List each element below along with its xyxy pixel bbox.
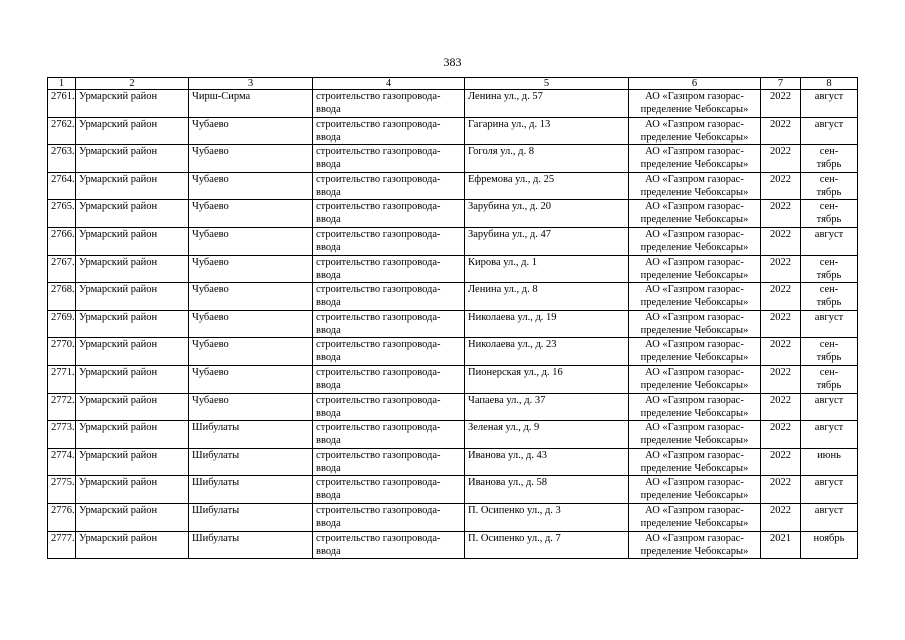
year-cell: 2022 <box>761 338 801 366</box>
address-cell: Ленина ул., д. 57 <box>465 90 629 118</box>
table-body <box>48 90 858 559</box>
row-number-cell: 2771. <box>48 365 76 393</box>
district-cell: Урмарский район <box>76 90 189 118</box>
work-type-line: ввода <box>316 241 341 253</box>
month-line: сен- <box>819 173 839 185</box>
work-type-cell <box>313 393 465 421</box>
settlement-cell: Чубаево <box>189 338 313 366</box>
settlement-cell: Чубаево <box>189 255 313 283</box>
year-cell: 2022 <box>761 227 801 255</box>
organization-line: АО «Газпром газорас- <box>645 118 744 130</box>
month-cell <box>801 365 858 393</box>
month-cell <box>801 421 858 449</box>
row-number-cell: 2777. <box>48 531 76 559</box>
work-type-line: строительство газопровода- <box>316 366 441 378</box>
settlement-cell: Чубаево <box>189 172 313 200</box>
organization-line: АО «Газпром газорас- <box>645 311 744 323</box>
month-line: сен- <box>819 146 839 158</box>
work-type-line: ввода <box>316 379 341 391</box>
organization-cell <box>629 227 761 255</box>
address-cell: Ленина ул., д. 8 <box>465 283 629 311</box>
row-number-cell: 2769. <box>48 310 76 338</box>
year-cell: 2022 <box>761 421 801 449</box>
year-cell: 2021 <box>761 531 801 559</box>
work-type-line: строительство газопровода- <box>316 422 441 434</box>
column-header-2: 2 <box>76 78 189 90</box>
month-line: сен- <box>819 339 839 351</box>
organization-line: пределение Чебоксары» <box>640 104 749 115</box>
work-type-line: ввода <box>316 159 341 171</box>
row-number-cell: 2772. <box>48 393 76 421</box>
row-number-cell: 2761. <box>48 90 76 118</box>
work-type-line: ввода <box>316 186 341 198</box>
month-line: сен- <box>819 256 839 268</box>
year-cell: 2022 <box>761 448 801 476</box>
organization-line: пределение Чебоксары» <box>640 407 749 419</box>
settlement-cell: Чубаево <box>189 283 313 311</box>
row-number-cell: 2766. <box>48 227 76 255</box>
row-number-cell: 2763. <box>48 145 76 173</box>
organization-line: пределение Чебоксары» <box>640 324 749 336</box>
work-type-line: ввода <box>316 324 341 336</box>
schedule-table <box>47 77 858 559</box>
row-number-cell: 2773. <box>48 421 76 449</box>
district-cell: Урмарский район <box>76 172 189 200</box>
settlement-cell: Чубаево <box>189 365 313 393</box>
year-cell: 2022 <box>761 117 801 145</box>
organization-line: пределение Чебоксары» <box>640 352 749 364</box>
year-cell: 2022 <box>761 90 801 118</box>
organization-line: пределение Чебоксары» <box>640 241 749 253</box>
address-cell: Зарубина ул., д. 20 <box>465 200 629 228</box>
organization-line: АО «Газпром газорас- <box>645 146 744 158</box>
work-type-cell <box>313 310 465 338</box>
month-cell <box>801 227 858 255</box>
work-type-line: строительство газопровода- <box>316 284 441 296</box>
organization-line: пределение Чебоксары» <box>640 517 749 529</box>
organization-line: АО «Газпром газорас- <box>645 477 744 489</box>
table-row <box>48 90 858 118</box>
table-row <box>48 448 858 476</box>
settlement-cell: Шибулаты <box>189 421 313 449</box>
work-type-line: ввода <box>316 462 341 474</box>
address-cell: Пионерская ул., д. 16 <box>465 365 629 393</box>
organization-line: АО «Газпром газорас- <box>645 504 744 516</box>
work-type-line: строительство газопровода- <box>316 146 441 158</box>
table-row <box>48 476 858 504</box>
year-cell: 2022 <box>761 365 801 393</box>
month-cell <box>801 117 858 145</box>
district-cell: Урмарский район <box>76 476 189 504</box>
settlement-cell: Шибулаты <box>189 476 313 504</box>
table-row <box>48 421 858 449</box>
month-line: июнь <box>817 449 841 461</box>
settlement-cell: Чубаево <box>189 200 313 228</box>
column-header-1: 1 <box>48 78 76 90</box>
table-row <box>48 365 858 393</box>
month-line: август <box>814 118 844 130</box>
month-line: сен- <box>819 366 839 378</box>
work-type-cell <box>313 172 465 200</box>
address-cell: Иванова ул., д. 58 <box>465 476 629 504</box>
organization-line: АО «Газпром газорас- <box>645 449 744 461</box>
work-type-line: ввода <box>316 214 341 226</box>
organization-line: АО «Газпром газорас- <box>645 284 744 296</box>
address-cell: Зеленая ул., д. 9 <box>465 421 629 449</box>
month-line: ноябрь <box>813 532 845 544</box>
district-cell: Урмарский район <box>76 200 189 228</box>
address-cell: П. Осипенко ул., д. 3 <box>465 503 629 531</box>
year-cell: 2022 <box>761 503 801 531</box>
district-cell: Урмарский район <box>76 310 189 338</box>
month-line: сен- <box>819 284 839 296</box>
organization-line: АО «Газпром газорас- <box>645 422 744 434</box>
organization-line: АО «Газпром газорас- <box>645 366 744 378</box>
month-line: август <box>814 477 844 489</box>
month-line: тябрь <box>816 159 842 171</box>
table-row <box>48 503 858 531</box>
work-type-cell <box>313 200 465 228</box>
organization-cell <box>629 338 761 366</box>
organization-cell <box>629 476 761 504</box>
settlement-cell: Шибулаты <box>189 448 313 476</box>
district-cell: Урмарский район <box>76 227 189 255</box>
address-cell: Кирова ул., д. 1 <box>465 255 629 283</box>
work-type-line: строительство газопровода- <box>316 256 441 268</box>
month-line: тябрь <box>816 186 842 198</box>
table-row <box>48 255 858 283</box>
column-header-3: 3 <box>189 78 313 90</box>
settlement-cell: Чубаево <box>189 393 313 421</box>
work-type-line: ввода <box>316 490 341 502</box>
row-number-cell: 2765. <box>48 200 76 228</box>
year-cell: 2022 <box>761 255 801 283</box>
month-line: тябрь <box>816 297 842 309</box>
work-type-line: ввода <box>316 517 341 529</box>
organization-line: пределение Чебоксары» <box>640 214 749 226</box>
work-type-line: ввода <box>316 545 341 557</box>
work-type-line: строительство газопровода- <box>316 449 441 461</box>
organization-line: АО «Газпром газорас- <box>645 228 744 240</box>
address-cell: Гоголя ул., д. 8 <box>465 145 629 173</box>
row-number-cell: 2776. <box>48 503 76 531</box>
month-line: тябрь <box>816 269 842 281</box>
year-cell: 2022 <box>761 283 801 311</box>
page-number: 383 <box>443 55 462 69</box>
column-header-7: 7 <box>761 78 801 90</box>
table-row <box>48 200 858 228</box>
organization-line: АО «Газпром газорас- <box>645 339 744 351</box>
month-cell <box>801 393 858 421</box>
organization-line: АО «Газпром газорас- <box>645 394 744 406</box>
month-line: сен- <box>819 201 839 213</box>
month-cell <box>801 448 858 476</box>
work-type-line: ввода <box>316 131 341 143</box>
organization-line: пределение Чебоксары» <box>640 490 749 502</box>
settlement-cell: Шибулаты <box>189 503 313 531</box>
row-number-cell: 2767. <box>48 255 76 283</box>
month-line: тябрь <box>816 352 842 364</box>
month-line: тябрь <box>816 379 842 391</box>
settlement-cell: Чубаево <box>189 145 313 173</box>
month-line: август <box>814 422 844 434</box>
work-type-line: ввода <box>316 269 341 281</box>
work-type-line: строительство газопровода- <box>316 228 441 240</box>
year-cell: 2022 <box>761 200 801 228</box>
organization-cell <box>629 365 761 393</box>
table-row <box>48 310 858 338</box>
work-type-cell <box>313 90 465 118</box>
organization-line: пределение Чебоксары» <box>640 159 749 171</box>
address-cell: Ефремова ул., д. 25 <box>465 172 629 200</box>
organization-line: АО «Газпром газорас- <box>645 173 744 185</box>
district-cell: Урмарский район <box>76 503 189 531</box>
work-type-cell <box>313 448 465 476</box>
work-type-line: строительство газопровода- <box>316 201 441 213</box>
month-cell <box>801 283 858 311</box>
work-type-cell <box>313 365 465 393</box>
month-cell <box>801 476 858 504</box>
organization-line: АО «Газпром газорас- <box>645 201 744 213</box>
work-type-cell <box>313 338 465 366</box>
work-type-line: строительство газопровода- <box>316 339 441 351</box>
table-row <box>48 531 858 559</box>
month-cell <box>801 200 858 228</box>
table-row <box>48 172 858 200</box>
year-cell: 2022 <box>761 476 801 504</box>
month-line: август <box>814 394 844 406</box>
month-line: август <box>814 228 844 240</box>
row-number-cell: 2762. <box>48 117 76 145</box>
year-cell: 2022 <box>761 393 801 421</box>
month-line: август <box>814 311 844 323</box>
organization-line: пределение Чебоксары» <box>640 545 749 557</box>
district-cell: Урмарский район <box>76 393 189 421</box>
district-cell: Урмарский район <box>76 421 189 449</box>
organization-line: АО «Газпром газорас- <box>645 91 744 102</box>
table-row <box>48 393 858 421</box>
month-cell <box>801 145 858 173</box>
work-type-line: строительство газопровода- <box>316 477 441 489</box>
organization-line: пределение Чебоксары» <box>640 462 749 474</box>
organization-cell <box>629 310 761 338</box>
organization-line: АО «Газпром газорас- <box>645 532 744 544</box>
work-type-line: ввода <box>316 297 341 309</box>
work-type-line: строительство газопровода- <box>316 504 441 516</box>
settlement-cell: Чубаево <box>189 310 313 338</box>
organization-cell <box>629 503 761 531</box>
table-row <box>48 283 858 311</box>
work-type-cell <box>313 421 465 449</box>
year-cell: 2022 <box>761 145 801 173</box>
table-row <box>48 227 858 255</box>
year-cell: 2022 <box>761 310 801 338</box>
district-cell: Урмарский район <box>76 283 189 311</box>
organization-line: пределение Чебоксары» <box>640 435 749 447</box>
work-type-line: ввода <box>316 104 341 115</box>
district-cell: Урмарский район <box>76 117 189 145</box>
work-type-cell <box>313 227 465 255</box>
district-cell: Урмарский район <box>76 365 189 393</box>
month-cell <box>801 255 858 283</box>
header-row <box>48 78 858 90</box>
organization-cell <box>629 255 761 283</box>
row-number-cell: 2774. <box>48 448 76 476</box>
organization-line: АО «Газпром газорас- <box>645 256 744 268</box>
district-cell: Урмарский район <box>76 531 189 559</box>
organization-cell <box>629 283 761 311</box>
district-cell: Урмарский район <box>76 255 189 283</box>
column-header-6: 6 <box>629 78 761 90</box>
work-type-cell <box>313 255 465 283</box>
organization-cell <box>629 448 761 476</box>
work-type-line: ввода <box>316 352 341 364</box>
address-cell: П. Осипенко ул., д. 7 <box>465 531 629 559</box>
organization-cell <box>629 531 761 559</box>
district-cell: Урмарский район <box>76 448 189 476</box>
organization-cell <box>629 90 761 118</box>
month-cell <box>801 172 858 200</box>
column-header-4: 4 <box>313 78 465 90</box>
organization-line: пределение Чебоксары» <box>640 186 749 198</box>
table-row <box>48 145 858 173</box>
work-type-line: строительство газопровода- <box>316 118 441 130</box>
work-type-cell <box>313 145 465 173</box>
column-header-8: 8 <box>801 78 858 90</box>
settlement-cell: Чубаево <box>189 117 313 145</box>
work-type-cell <box>313 476 465 504</box>
month-cell <box>801 531 858 559</box>
organization-cell <box>629 421 761 449</box>
organization-cell <box>629 393 761 421</box>
address-cell: Иванова ул., д. 43 <box>465 448 629 476</box>
row-number-cell: 2768. <box>48 283 76 311</box>
month-cell <box>801 338 858 366</box>
address-cell: Гагарина ул., д. 13 <box>465 117 629 145</box>
organization-line: пределение Чебоксары» <box>640 131 749 143</box>
work-type-line: ввода <box>316 407 341 419</box>
row-number-cell: 2775. <box>48 476 76 504</box>
address-cell: Николаева ул., д. 23 <box>465 338 629 366</box>
column-header-5: 5 <box>465 78 629 90</box>
settlement-cell: Чирш-Сирма <box>189 90 313 118</box>
month-cell <box>801 503 858 531</box>
month-cell <box>801 310 858 338</box>
settlement-cell: Шибулаты <box>189 531 313 559</box>
work-type-line: строительство газопровода- <box>316 532 441 544</box>
work-type-line: строительство газопровода- <box>316 91 441 102</box>
work-type-cell <box>313 531 465 559</box>
address-cell: Зарубина ул., д. 47 <box>465 227 629 255</box>
organization-cell <box>629 200 761 228</box>
table-row <box>48 338 858 366</box>
work-type-cell <box>313 117 465 145</box>
organization-cell <box>629 172 761 200</box>
month-line: тябрь <box>816 214 842 226</box>
organization-line: пределение Чебоксары» <box>640 297 749 309</box>
work-type-line: строительство газопровода- <box>316 173 441 185</box>
address-cell: Николаева ул., д. 19 <box>465 310 629 338</box>
month-line: август <box>814 504 844 516</box>
organization-cell <box>629 117 761 145</box>
work-type-line: строительство газопровода- <box>316 311 441 323</box>
work-type-line: строительство газопровода- <box>316 394 441 406</box>
row-number-cell: 2764. <box>48 172 76 200</box>
month-cell <box>801 90 858 118</box>
settlement-cell: Чубаево <box>189 227 313 255</box>
organization-line: пределение Чебоксары» <box>640 379 749 391</box>
work-type-cell <box>313 283 465 311</box>
work-type-cell <box>313 503 465 531</box>
district-cell: Урмарский район <box>76 145 189 173</box>
organization-line: пределение Чебоксары» <box>640 269 749 281</box>
organization-cell <box>629 145 761 173</box>
month-line: август <box>814 91 844 102</box>
year-cell: 2022 <box>761 172 801 200</box>
work-type-line: ввода <box>316 435 341 447</box>
address-cell: Чапаева ул., д. 37 <box>465 393 629 421</box>
table-row <box>48 117 858 145</box>
district-cell: Урмарский район <box>76 338 189 366</box>
row-number-cell: 2770. <box>48 338 76 366</box>
